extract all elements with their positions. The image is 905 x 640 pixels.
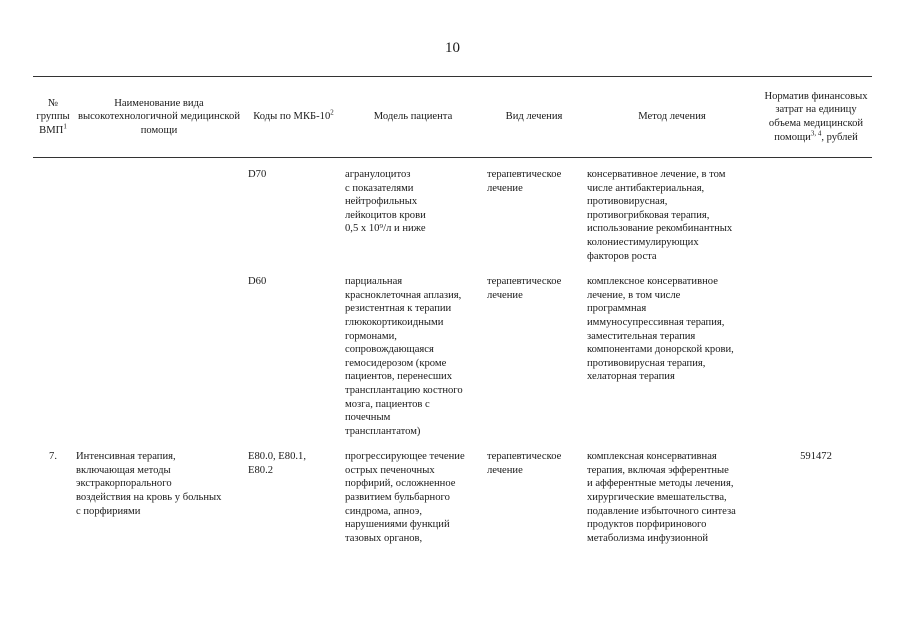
header-cost-norm: Норматив финансовых затрат на единицу объема медицинской помощи$^{3, 4}$, рублей bbox=[760, 77, 872, 158]
cost-cell bbox=[760, 168, 872, 263]
table-row bbox=[33, 168, 872, 263]
header-icd-codes: Коды по МКБ-$10^2$ bbox=[245, 77, 342, 158]
cost-cell: 591472 bbox=[800, 451, 832, 463]
icd-codes-cell: E80.0, E80.1, E80.2 bbox=[248, 451, 306, 476]
header-treatment-method: Метод лечения bbox=[584, 77, 760, 158]
header-group-no: № группы ВМП$^1$ bbox=[33, 77, 73, 158]
group-no-cell bbox=[33, 275, 73, 438]
care-type-name-cell: Интенсивная терапия, включающая методы экстракорпорального воздействия на кровь у больных с порфириями bbox=[76, 451, 222, 517]
header-patient-model: Модель пациента bbox=[342, 77, 484, 158]
table-header-row bbox=[33, 77, 872, 158]
table-row bbox=[33, 450, 872, 545]
icd-codes-cell: D70 bbox=[248, 169, 267, 180]
treatment-method-cell: консервативное лечение, в том числе антибактериальная, противовирусная, противогрибковая терапия, использование рекомбинантных колониестимулирующих факторов роста bbox=[587, 169, 733, 262]
patient-model-cell: парциальная красноклеточная аплазия, резистентная к терапии глюкокортикоидными гормонами, сопровождающаяся гемосидерозом (кроме пациентов, перенесших трансплантацию костного мозга, пациентов с почечным трансплантатом) bbox=[345, 276, 463, 437]
icd-codes-cell: D60 bbox=[248, 276, 267, 288]
patient-model-cell: агранулоцитоз с показателями нейтрофильных лейкоцитов крови 0,5 x 10⁹/л и ниже bbox=[345, 169, 426, 235]
care-type-name-cell bbox=[73, 168, 245, 263]
care-table bbox=[33, 76, 872, 545]
page-number: 10 bbox=[445, 40, 460, 56]
care-type-name-cell bbox=[73, 275, 245, 438]
treatment-type-cell: терапевтическое лечение bbox=[487, 169, 562, 194]
group-no-cell: 7. bbox=[49, 451, 57, 463]
header-care-type-name: Наименование вида высокотехнологичной медицинской помощи bbox=[73, 77, 245, 158]
treatment-type-cell: терапевтическое лечение bbox=[487, 451, 562, 476]
treatment-method-cell: комплексное консервативное лечение, в том числе программная иммуносупрессивная терапия, заместительная терапия компонентами донорской крови, противовирусная терапия, хелаторная терапия bbox=[587, 276, 734, 383]
cost-cell bbox=[760, 275, 872, 438]
patient-model-cell: прогрессирующее течение острых печеночных порфирий, осложненное развитием бульбарного синдрома, апноэ, нарушениями функций тазовых органов, bbox=[345, 451, 465, 544]
treatment-type-cell: терапевтическое лечение bbox=[487, 276, 562, 301]
header-treatment-type: Вид лечения bbox=[484, 77, 584, 158]
table-row bbox=[33, 275, 872, 438]
group-no-cell bbox=[33, 168, 73, 263]
treatment-method-cell: комплексная консервативная терапия, включая эфферентные и афферентные методы лечения, хирургические вмешательства, подавление избыточного синтеза продуктов порфиринового метаболизма инфузионной bbox=[587, 451, 736, 544]
